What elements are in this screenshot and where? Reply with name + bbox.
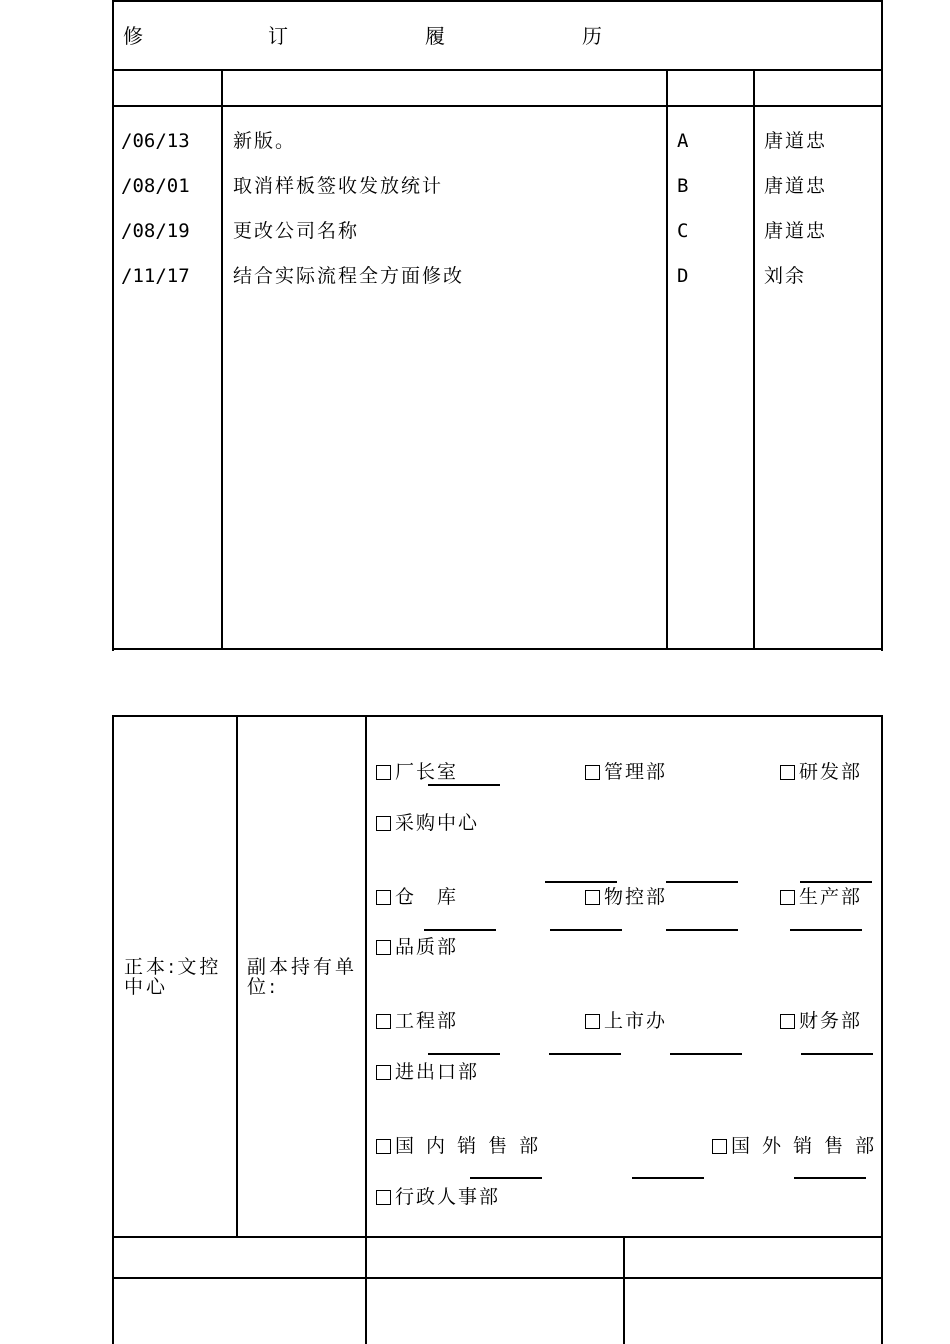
revision-author: 刘余 <box>764 265 807 287</box>
checkbox-admin-hr[interactable] <box>376 1186 500 1208</box>
signature-underline <box>545 881 617 883</box>
signature-underline <box>428 1053 500 1055</box>
checkbox-box-icon[interactable] <box>712 1139 727 1154</box>
revision-author: 唐道忠 <box>764 220 828 242</box>
checkbox-material-control[interactable] <box>585 886 667 908</box>
original-holder-label: 正本:文控中心 <box>124 956 222 998</box>
checkbox-listing-office[interactable] <box>585 1010 667 1032</box>
signature-underline <box>790 929 862 931</box>
checkbox-box-icon[interactable] <box>376 1014 391 1029</box>
checkbox-box-icon[interactable] <box>376 1190 391 1205</box>
revision-content: 新版。 <box>233 130 297 152</box>
signature-underline <box>794 1177 866 1179</box>
checkbox-factory-office[interactable] <box>376 761 458 783</box>
revision-author: 唐道忠 <box>764 175 828 197</box>
table-title-divider <box>112 69 883 71</box>
column-divider-content <box>666 69 668 650</box>
signature-underline <box>666 929 738 931</box>
dist-divider-original <box>236 715 238 1238</box>
dept-label: 财务部 <box>799 1010 863 1032</box>
dist-border-right <box>881 715 883 1344</box>
checkbox-box-icon[interactable] <box>376 816 391 831</box>
revision-content: 结合实际流程全方面修改 <box>233 265 465 287</box>
dept-label: 上市办 <box>604 1010 668 1032</box>
table-title-char: 订 <box>268 24 288 48</box>
revision-date: /11/17 <box>121 265 190 287</box>
signature-underline <box>666 881 738 883</box>
dept-label: 管理部 <box>604 761 668 783</box>
dist-border-top <box>112 715 883 717</box>
signature-underline <box>801 1053 873 1055</box>
dept-label: 进出口部 <box>395 1061 480 1083</box>
table-title-char: 历 <box>582 24 602 48</box>
signature-underline <box>549 1053 621 1055</box>
column-divider-version <box>753 69 755 650</box>
checkbox-box-icon[interactable] <box>376 890 391 905</box>
checkbox-box-icon[interactable] <box>376 765 391 780</box>
signature-underline <box>470 1177 542 1179</box>
revision-version: C <box>677 220 689 242</box>
revision-date: /08/19 <box>121 220 190 242</box>
revision-date: /08/01 <box>121 175 190 197</box>
checkbox-import-export[interactable] <box>376 1061 479 1083</box>
checkbox-foreign-sales[interactable] <box>712 1135 877 1157</box>
checkbox-box-icon[interactable] <box>780 890 795 905</box>
checkbox-management[interactable] <box>585 761 667 783</box>
checkbox-box-icon[interactable] <box>376 940 391 955</box>
table-title-char: 履 <box>425 24 445 48</box>
table-border-left <box>112 0 114 651</box>
dept-label: 国 外 销 售 部 <box>731 1135 878 1157</box>
checkbox-box-icon[interactable] <box>585 765 600 780</box>
dept-label: 行政人事部 <box>395 1186 501 1208</box>
checkbox-box-icon[interactable] <box>585 1014 600 1029</box>
column-divider-date <box>221 69 223 650</box>
signature-underline <box>632 1177 704 1179</box>
dept-label: 国 内 销 售 部 <box>395 1135 542 1157</box>
checkbox-box-icon[interactable] <box>376 1139 391 1154</box>
checkbox-box-icon[interactable] <box>585 890 600 905</box>
dept-label: 物控部 <box>604 886 668 908</box>
dept-label: 品质部 <box>395 936 459 958</box>
dept-label: 仓 库 <box>395 886 459 908</box>
checkbox-finance[interactable] <box>780 1010 862 1032</box>
revision-version: D <box>677 265 689 287</box>
dist-border-left <box>112 715 114 1344</box>
signature-underline <box>424 929 496 931</box>
revision-content: 更改公司名称 <box>233 220 360 242</box>
checkbox-engineering[interactable] <box>376 1010 458 1032</box>
dist-footer-divider-2 <box>112 1277 883 1279</box>
revision-author: 唐道忠 <box>764 130 828 152</box>
signature-underline <box>670 1053 742 1055</box>
dept-label: 采购中心 <box>395 812 480 834</box>
table-border-right <box>881 0 883 651</box>
signature-underline <box>550 929 622 931</box>
table-border-bottom <box>112 648 883 650</box>
revision-version: B <box>677 175 689 197</box>
dept-label: 厂长室 <box>395 761 459 783</box>
checkbox-production[interactable] <box>780 886 862 908</box>
dist-footer-column-divider <box>623 1236 625 1344</box>
table-header-divider <box>112 105 883 107</box>
checkbox-quality[interactable] <box>376 936 458 958</box>
checkbox-box-icon[interactable] <box>780 1014 795 1029</box>
checkbox-box-icon[interactable] <box>376 1065 391 1080</box>
dept-label: 工程部 <box>395 1010 459 1032</box>
dept-label: 研发部 <box>799 761 863 783</box>
copy-holder-label: 副本持有单位: <box>247 956 358 998</box>
signature-underline <box>800 881 872 883</box>
dist-footer-divider-1 <box>112 1236 883 1238</box>
dept-label: 生产部 <box>799 886 863 908</box>
revision-date: /06/13 <box>121 130 190 152</box>
checkbox-domestic-sales[interactable] <box>376 1135 541 1157</box>
checkbox-rnd[interactable] <box>780 761 862 783</box>
revision-content: 取消样板签收发放统计 <box>233 175 444 197</box>
checkbox-warehouse[interactable] <box>376 886 458 908</box>
dist-divider-copy <box>365 715 367 1344</box>
checkbox-box-icon[interactable] <box>780 765 795 780</box>
table-title-char: 修 <box>123 24 143 48</box>
checkbox-purchasing[interactable] <box>376 812 479 834</box>
signature-underline <box>428 784 500 786</box>
revision-version: A <box>677 130 689 152</box>
table-border-top <box>112 0 883 2</box>
